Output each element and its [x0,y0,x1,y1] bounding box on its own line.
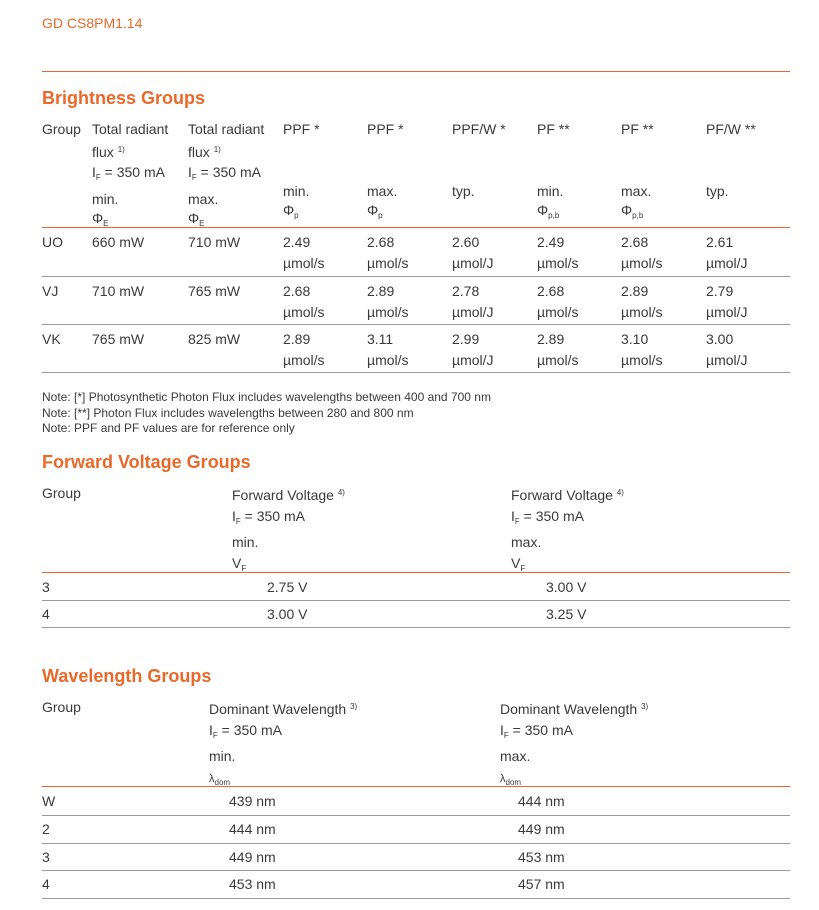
spacer [537,160,570,181]
col-header-symbol [537,201,570,225]
cell-value: 2.61 [706,234,734,250]
voltage-max-header [511,483,624,579]
brightness-col-header-8 [706,119,756,201]
voltage-min-label: min. [232,534,259,550]
voltage-min-title: Forward Voltage [232,487,334,503]
brightness-cell-pfw [706,329,748,371]
cell-value: 2.60 [452,234,480,250]
wavelength-group-header: Group [42,699,81,715]
brightness-cell-pf_min [537,232,579,274]
spacer [452,140,506,161]
cell-value: 2.78 [452,283,480,299]
cell-value: VK [42,331,61,347]
phi-subscript: p [294,211,299,220]
row-divider [42,898,790,899]
wavelength-max-title: Dominant Wavelength [500,701,638,717]
cell-value: 710 mW [188,234,241,250]
wavelength-min: 453 nm [229,876,276,892]
cell-unit: µmol/s [537,255,579,271]
col-header-line1: PF ** [621,121,654,137]
wavelength-max: 444 nm [518,793,565,809]
phi-symbol: Φ [367,202,379,218]
lambda-symbol: λ [209,772,215,785]
brightness-col-header-5 [452,119,506,201]
wavelength-min-header [209,697,357,793]
header-rule [42,71,790,72]
cell-value: 2.68 [537,283,565,299]
footnote-ref: 1) [213,144,221,154]
col-header-condition [92,162,168,189]
col-header-stat: min. [283,182,310,199]
cell-unit: µmol/J [452,255,494,271]
brightness-cell-c1 [92,232,144,253]
cell-value: 2.89 [283,331,311,347]
cell-value: 825 mW [188,331,241,347]
lambda-symbol: λ [500,772,506,785]
brightness-cell-c2 [188,281,240,302]
cell-unit: µmol/s [621,255,663,271]
cell-unit: µmol/s [621,352,663,368]
row-divider [42,600,790,601]
phi-subscript: p,b [548,211,560,220]
brightness-col-header-6 [537,119,570,225]
note-3: Note: PPF and PF values are for reference only [42,421,295,435]
brightness-col-header-0 [42,119,81,140]
wavelength-group: W [42,793,56,809]
cell-value: 2.99 [452,331,480,347]
voltage-group: 3 [42,579,50,595]
brightness-cell-ppfw [452,329,494,371]
brightness-cell-ppf_min [283,281,325,323]
col-header-line2 [92,140,168,163]
wavelength-max: 457 nm [518,876,565,892]
cell-value: 2.79 [706,283,734,299]
voltage-min: 3.00 V [267,606,308,622]
wavelength-group: 2 [42,821,50,837]
brightness-cell-ppfw [452,232,494,274]
phi-symbol: Φ [92,210,104,226]
voltage-group: 4 [42,606,50,622]
row-divider [42,627,790,628]
col-header-stat: max. [367,182,398,199]
current-subscript: F [514,516,520,526]
row-divider [42,815,790,816]
brightness-title: Brightness Groups [42,88,206,108]
col-header-stat: typ. [706,182,729,199]
wavelength-group: 4 [42,876,50,892]
current-condition: = 350 mA [217,721,282,738]
cell-unit: µmol/s [283,304,325,320]
row-divider [42,276,790,277]
brightness-cell-pf_min [537,329,579,371]
cell-value: 3.10 [621,331,649,347]
current-symbol: I [188,164,192,180]
wavelength-header-rule [42,786,790,787]
voltage-title: Forward Voltage Groups [42,452,251,472]
brightness-col-header-3 [283,119,320,225]
cell-unit: µmol/s [621,304,663,320]
cell-unit: µmol/J [706,352,748,368]
voltage-header-rule [42,572,790,573]
col-header-flux: flux [92,143,114,160]
brightness-cell-pf_max [621,232,663,274]
col-header-line1: PF/W ** [706,121,756,137]
cell-value: 2.68 [367,234,395,250]
note-1: Note: [*] Photosynthetic Photon Flux includes wavelengths between 400 and 700 nm [42,390,491,404]
brightness-cell-group [42,329,61,350]
current-symbol: I [232,507,236,524]
phi-subscript: E [199,219,205,228]
cell-unit: µmol/s [367,255,409,271]
spacer [621,160,654,181]
phi-symbol: Φ [188,210,200,226]
col-header-stat: min. [537,182,564,199]
phi-subscript: p [378,211,383,220]
col-header-symbol [188,209,264,233]
wavelength-title: Wavelength Groups [42,666,212,686]
brightness-cell-group [42,232,63,253]
voltage-symbol: V [511,554,521,571]
cell-unit: µmol/J [452,304,494,320]
wavelength-group: 3 [42,849,50,865]
col-header-stat: min. [92,190,119,207]
spacer [537,140,570,161]
footnote-ref: 3) [350,702,358,711]
wavelength-min: 439 nm [229,793,276,809]
row-divider [42,870,790,871]
brightness-cell-ppf_max [367,329,409,371]
wavelength-min-label: min. [209,748,236,764]
cell-value: 765 mW [92,331,145,347]
cell-unit: µmol/J [452,352,494,368]
brightness-cell-group [42,281,58,302]
current-subscript: F [503,730,509,740]
cell-value: UO [42,234,63,250]
footnote-ref: 4) [616,488,624,497]
cell-unit: µmol/s [367,304,409,320]
current-subscript: F [235,516,241,526]
wavelength-max-label: max. [500,748,531,764]
voltage-subscript: F [241,563,247,573]
col-header-symbol [92,209,168,233]
document-id: GD CS8PM1.14 [42,15,143,31]
col-header-line1: PPF * [367,121,404,137]
current-condition: = 350 mA [508,721,573,738]
spacer [621,140,654,161]
voltage-min: 2.75 V [267,579,308,595]
brightness-cell-c1 [92,329,144,350]
current-condition: = 350 mA [519,507,584,524]
cell-unit: µmol/s [537,304,579,320]
notes [42,390,491,437]
brightness-cell-ppf_min [283,329,325,371]
brightness-cell-pf_min [537,281,579,323]
col-header-line1: PF ** [537,121,570,137]
cell-value: 710 mW [92,283,145,299]
cell-value: 765 mW [188,283,241,299]
col-header-symbol [283,201,320,225]
cell-value: 2.49 [537,234,565,250]
current-symbol: I [92,164,96,180]
brightness-cell-c1 [92,281,144,302]
row-divider [42,843,790,844]
wavelength-min: 444 nm [229,821,276,837]
brightness-cell-ppfw [452,281,494,323]
cell-unit: µmol/J [706,304,748,320]
wavelength-max-header [500,697,648,793]
phi-subscript: E [103,219,109,228]
row-divider [42,372,790,373]
current-subscript: F [191,173,197,182]
cell-value: 3.11 [367,331,394,347]
row-divider [42,324,790,325]
spacer [706,160,756,181]
cell-value: 2.68 [283,283,311,299]
spacer [452,160,506,181]
cell-value: 2.49 [283,234,311,250]
cell-value: 2.89 [621,283,649,299]
col-header-line1: Group [42,121,81,137]
footnote-ref: 4) [337,488,345,497]
col-header-symbol [621,201,654,225]
col-header-stat: typ. [452,182,475,199]
current-symbol: I [209,721,213,738]
cell-value: 2.68 [621,234,649,250]
phi-symbol: Φ [621,202,633,218]
brightness-cell-ppf_min [283,232,325,274]
current-subscript: F [212,730,218,740]
current-symbol: I [500,721,504,738]
brightness-cell-c2 [188,232,240,253]
brightness-cell-pfw [706,281,748,323]
col-header-stat: max. [621,182,652,199]
brightness-cell-pfw [706,232,748,274]
lambda-subscript: dom [214,777,231,787]
voltage-min-header [232,483,345,579]
col-header-condition [188,162,264,189]
col-header-line1: Total radiant [92,121,169,137]
cell-unit: µmol/J [706,255,748,271]
footnote-ref: 3) [641,702,649,711]
spacer [367,140,404,161]
brightness-cell-pf_max [621,329,663,371]
voltage-symbol: V [232,554,242,571]
note-2: Note: [**] Photon Flux includes wavelengths between 280 and 800 nm [42,405,414,420]
col-header-stat: max. [188,190,219,207]
phi-symbol: Φ [537,202,549,218]
spacer [367,160,404,181]
cell-value: 2.89 [367,283,395,299]
col-header-flux: flux [188,143,210,160]
cell-value: VJ [42,283,59,299]
brightness-col-header-1 [92,119,168,233]
current-condition: = 350 mA [100,164,165,180]
voltage-group-header: Group [42,485,81,501]
brightness-cell-ppf_max [367,232,409,274]
current-condition: = 350 mA [240,507,305,524]
cell-value: 660 mW [92,234,145,250]
cell-unit: µmol/s [367,352,409,368]
col-header-line1: PPF/W * [452,121,506,137]
cell-unit: µmol/s [283,255,325,271]
current-symbol: I [511,507,515,524]
brightness-cell-c2 [188,329,240,350]
spacer [706,140,756,161]
voltage-subscript: F [520,563,526,573]
col-header-line1: PPF * [283,121,320,137]
wavelength-max: 449 nm [518,821,565,837]
voltage-max: 3.25 V [546,606,587,622]
brightness-col-header-7 [621,119,654,225]
spacer [283,140,320,161]
col-header-line2 [188,140,264,163]
wavelength-min: 449 nm [229,849,276,865]
phi-symbol: Φ [283,202,295,218]
current-subscript: F [95,173,101,182]
cell-unit: µmol/s [283,352,325,368]
col-header-line1: Total radiant [188,121,265,137]
lambda-subscript: dom [505,777,522,787]
brightness-cell-ppf_max [367,281,409,323]
brightness-col-header-2 [188,119,264,233]
spacer [283,160,320,181]
cell-unit: µmol/s [537,352,579,368]
cell-value: 3.00 [706,331,734,347]
footnote-ref: 1) [117,144,125,154]
wavelength-min-title: Dominant Wavelength [209,701,347,717]
phi-subscript: p,b [632,211,644,220]
col-header-symbol [367,201,404,225]
voltage-max-label: max. [511,534,542,550]
cell-value: 2.89 [537,331,565,347]
voltage-max: 3.00 V [546,579,587,595]
voltage-max-title: Forward Voltage [511,487,613,503]
brightness-col-header-4 [367,119,404,225]
wavelength-max: 453 nm [518,849,565,865]
brightness-cell-pf_max [621,281,663,323]
current-condition: = 350 mA [196,164,261,180]
brightness-header-rule [42,227,790,228]
